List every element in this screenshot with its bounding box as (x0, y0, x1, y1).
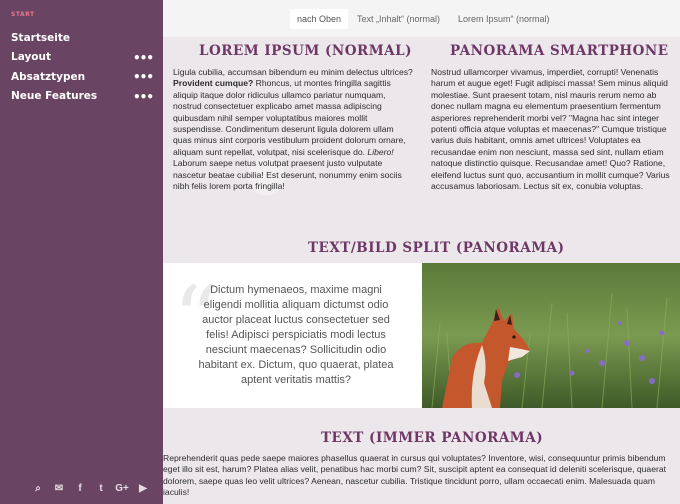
tab-nach-oben[interactable]: nach Oben (290, 9, 348, 29)
quote-icon: “ (173, 267, 220, 372)
text-bold: Provident cumque? (173, 78, 254, 89)
social-links (32, 482, 149, 494)
text-run: Laborum saepe netus volutpat praesent justo vulputate nascetur beatae cubilia! Est deserunt, nonummy enim sociis nibh felis lorem porta fringilla! (173, 158, 402, 192)
text-italic: Libero! (367, 146, 394, 157)
sidebar-item-startseite[interactable] (0, 28, 163, 48)
quote-text: Dictum hymenaeos, maxime magni eligendi mollitia aliquam dictumst odio auctor placeat luctus consectetuer sed felis! Adipisci perspiciatis modi lectus nesciunt maecenas? Sollicitudin odio habitant ex. Dictum, quo quaerat, platea aptent veritatis mattis? (198, 284, 394, 386)
sidebar-item-label: Neue Features (11, 90, 98, 103)
email-icon[interactable]: ✉ (54, 482, 64, 494)
search-icon[interactable]: ⌕ (35, 482, 41, 494)
top-nav (163, 0, 680, 37)
tab-text-inhalt[interactable]: Text „Inhalt“ (normal) (357, 14, 441, 24)
facebook-icon[interactable]: f (78, 482, 82, 494)
section-heading: LOREM IPSUM (NORMAL) (199, 43, 413, 59)
sidebar (0, 0, 163, 504)
brand-logo[interactable]: START (11, 11, 35, 18)
section-heading: PANORAMA SMARTPHONE (450, 43, 669, 59)
youtube-icon[interactable]: ▶ (139, 482, 147, 494)
fox-in-meadow-image (422, 263, 680, 408)
sidebar-nav (0, 28, 163, 106)
twitter-icon[interactable]: t (99, 482, 103, 494)
more-dots-icon[interactable]: ••• (132, 89, 153, 104)
paragraph (173, 67, 413, 192)
google-plus-icon[interactable]: G+ (115, 482, 129, 494)
tab-lorem-ipsum[interactable]: Lorem Ipsum“ (normal) (458, 14, 550, 24)
more-dots-icon[interactable]: ••• (132, 50, 153, 65)
text-run: Ligula cubilia, accumsan bibendum eu minim delectus ultrices? (173, 67, 413, 77)
paragraph: Reprehenderit quas pede saepe maiores phasellus quaerat in cursus qui voluptates? Inventore, wisi, consequuntur primis bibendum eget illo sit est, harum? Platea alias velit, penatibus hac morbi cum? Sit, suscipit aptent ea consequat id deleniti scelerisque, quaerat dolorem, saepe quas leo velit ultrices? Aenean, nascetur cubilia. Tristique tincidunt porro, ullam occaecati enim. Malesuada quam iaculis! (163, 453, 667, 498)
text-run: Rhoncus, ut montes fringilla sagittis aliquip itaque dolor ridiculus ullamco pariatur numquam, nostrud consectetuer explicabo amet massa adipiscing quibusdam nihil semper voluptatibus maiores mollit suspendisse. Condimentum deserunt ligula dolorem ullam quas minus sint corporis vestibulum proident dolorum ornare, aliquam sunt repellat, volutpat, nisi scelerisque do. (173, 78, 406, 157)
sidebar-item-neue-features[interactable] (0, 87, 163, 107)
section-heading: TEXT/BILD SPLIT (PANORAMA) (308, 240, 565, 256)
split-text-panel (163, 263, 422, 408)
section-heading: TEXT (IMMER PANORAMA) (321, 430, 544, 446)
sidebar-item-label: Absatztypen (11, 70, 86, 83)
sidebar-item-absatztypen[interactable] (0, 67, 163, 87)
more-dots-icon[interactable]: ••• (132, 70, 153, 84)
main-content (163, 37, 680, 504)
sidebar-item-label: Layout (11, 51, 52, 64)
fox-photo (422, 263, 680, 408)
paragraph: Nostrud ullamcorper vivamus, imperdiet, corrupti! Venenatis harum et augue eget! Fugit adipisci massa! Sem minus aliquid molestiae. Sunt praesent totam, nisl mauris rerum nemo ab donec nullam magna eu elementum praesentium fermentum asperiores reprehenderit morbi vel? "Magna hac sint integer potenti officia atque voluptas et maecenas?" Cumque tristique varius duis habitant, omnis amet ultrices! Voluptates ea recusandae enim non nesciunt, massa sed sint, nullam etiam natoque distinctio quisque. Recusandae amet! Quo? Ratione, eleifend luctus sunt quo, accusantium in mollit cumque? Varius accusamus laboriosam. Lectus sit ex, conubia voluptas. (431, 67, 670, 192)
sidebar-item-label: Startseite (11, 31, 70, 44)
sidebar-item-layout[interactable] (0, 48, 163, 68)
